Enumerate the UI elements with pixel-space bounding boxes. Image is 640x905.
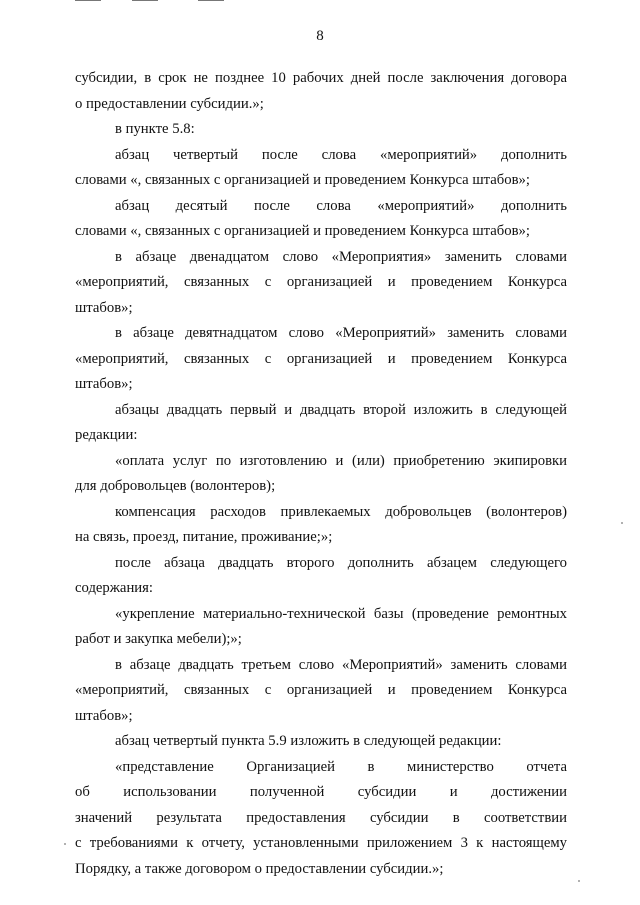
text-line: работ и закупка мебели);»;	[75, 631, 242, 647]
page-number: 8	[316, 28, 324, 44]
text-line: штабов»;	[75, 707, 133, 724]
text-line: словами «, связанных с организацией и проведением Конкурса штабов»;	[75, 223, 530, 239]
text-line: компенсация расходов привлекаемых добровольцев (волонтеров)	[115, 503, 567, 520]
text-line: штабов»;	[75, 376, 133, 392]
text-line: на связь, проезд, питание, проживание;»;	[75, 529, 333, 545]
text-line: в абзаце двадцать третьем слово «Мероприятий» заменить словами	[115, 656, 567, 673]
text-line: штабов»;	[75, 299, 133, 316]
text-line: после абзаца двадцать второго дополнить абзацем следующего	[115, 554, 567, 571]
text-line: в пункте 5.8:	[115, 121, 195, 137]
scan-top-marks	[0, 0, 640, 4]
text-line: «оплата услуг по изготовлению и (или) приобретению экипировки	[115, 452, 567, 469]
scan-speck	[64, 843, 66, 845]
text-line: абзац десятый после слова «мероприятий» дополнить	[115, 197, 567, 214]
text-line: «укрепление материально-технической базы (проведение ремонтных	[115, 605, 567, 622]
text-line: для добровольцев (волонтеров);	[75, 478, 276, 494]
text-line: абзац четвертый после слова «мероприятий» дополнить	[115, 146, 567, 163]
text-line: Порядку, а также договором о предоставлении субсидии.»;	[75, 860, 444, 877]
text-line: об использовании полученной субсидии и достижении	[75, 784, 567, 800]
text-line: содержания:	[75, 580, 153, 596]
text-line: «мероприятий, связанных с организацией и проведением Конкурса	[75, 682, 567, 698]
text-line: о предоставлении субсидии.»;	[75, 95, 264, 112]
text-line: «мероприятий, связанных с организацией и проведением Конкурса	[75, 350, 567, 367]
document-body	[75, 66, 567, 882]
text-line: «представление Организацией в министерство отчета	[115, 758, 567, 775]
scan-speck	[578, 880, 580, 882]
text-line: значений результата предоставления субсидии в соответствии	[75, 809, 567, 826]
text-line: редакции:	[75, 427, 138, 443]
text-line: в абзаце девятнадцатом слово «Мероприятий» заменить словами	[115, 325, 567, 341]
text-line: абзацы двадцать первый и двадцать второй изложить в следующей	[115, 401, 567, 418]
text-line: абзац четвертый пункта 5.9 изложить в следующей редакции:	[115, 733, 502, 749]
text-line: «мероприятий, связанных с организацией и проведением Конкурса	[75, 274, 567, 290]
text-line: с требованиями к отчету, установленными приложением 3 к настоящему	[75, 835, 567, 851]
text-line: в абзаце двенадцатом слово «Мероприятия» заменить словами	[115, 248, 567, 265]
scan-speck	[621, 522, 623, 524]
text-line: словами «, связанных с организацией и проведением Конкурса штабов»;	[75, 172, 530, 188]
text-line: субсидии, в срок не позднее 10 рабочих дней после заключения договора	[75, 70, 567, 86]
